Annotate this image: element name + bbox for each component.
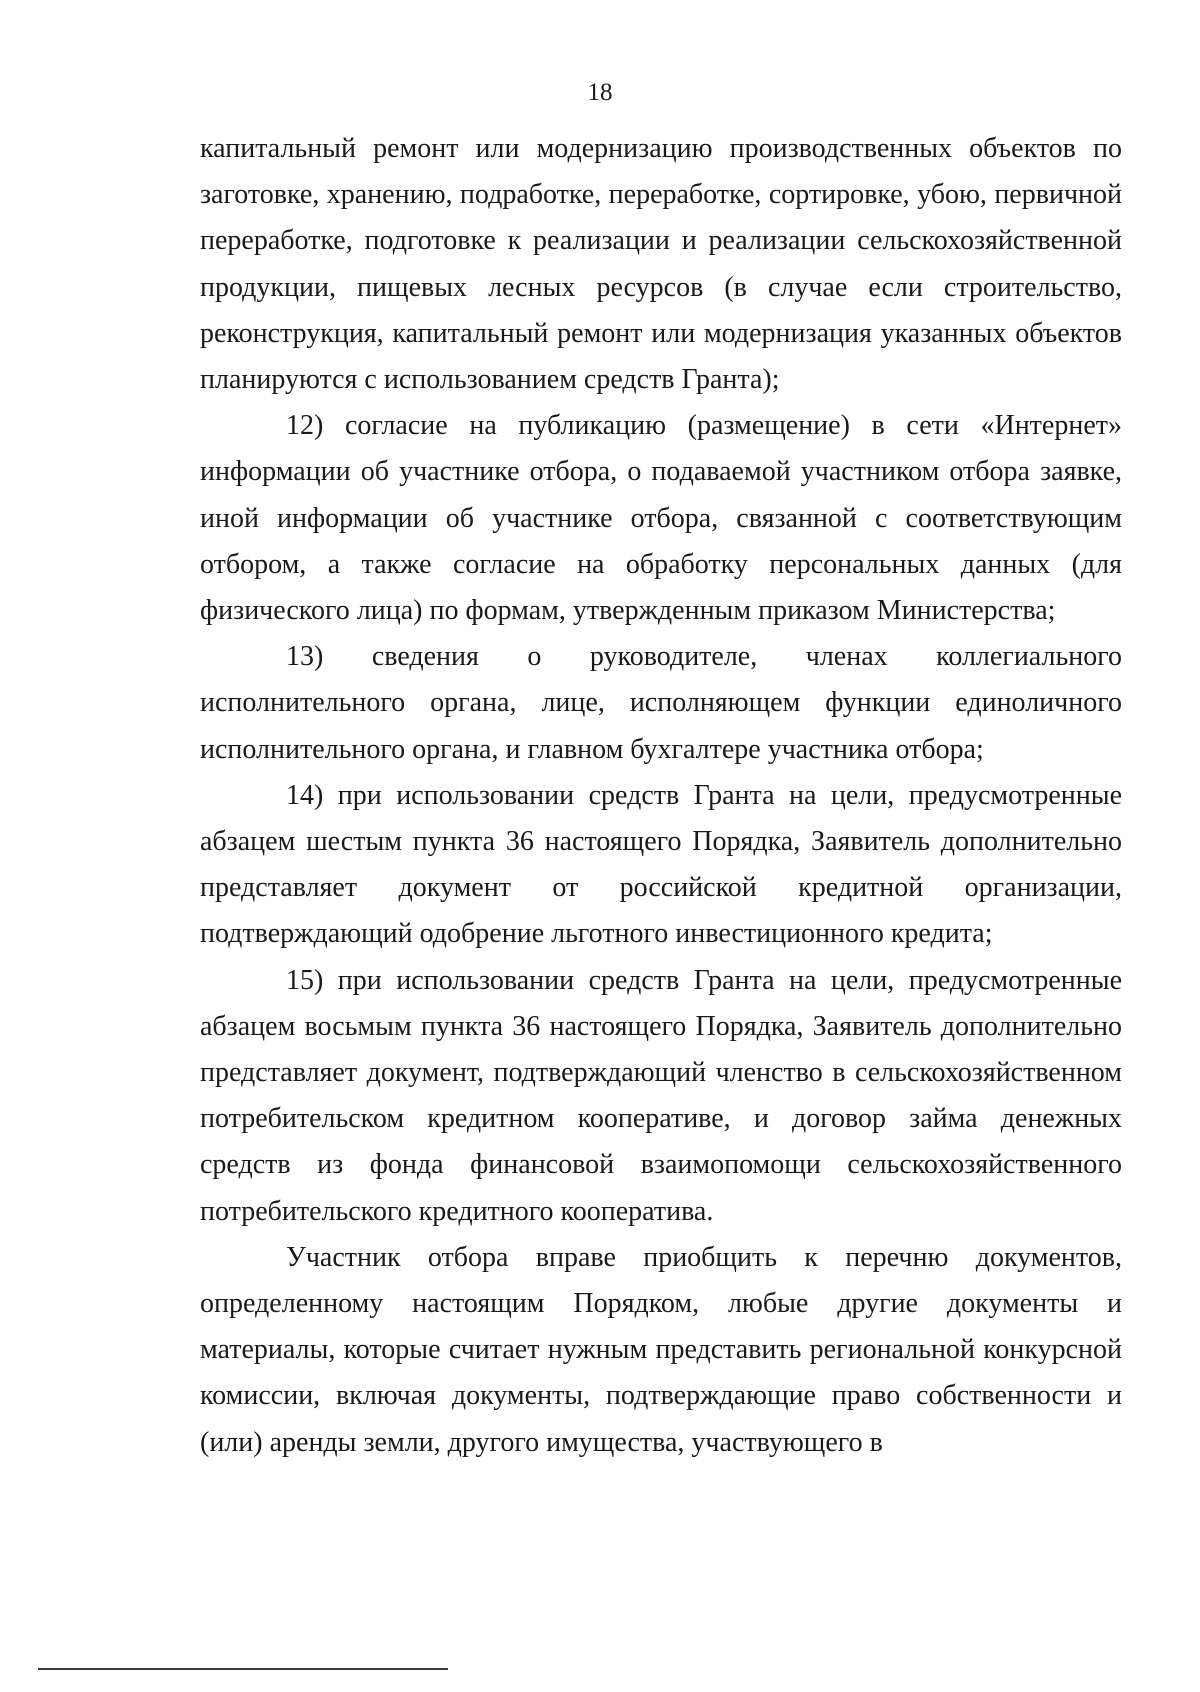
document-body: [200, 126, 1122, 1466]
paragraph-participant-rights: Участник отбора вправе приобщить к перечню документов, определенному настоящим Порядком, любые другие документы и материалы, которые считает нужным представить региональной конкурсной комиссии, включая документы, подтверждающие право собственности и (или) аренды земли, другого имущества, участвующего в: [200, 1241, 1122, 1458]
paragraph-item-12: 12) согласие на публикацию (размещение) в сети «Интернет» информации об участнике отбора, о подаваемой участником отбора заявке, иной информации об участнике отбора, связанной с соответствующим отбором, а также согласие на обработку персональных данных (для физического лица) по формам, утвержденным приказом Министерства;: [200, 410, 1122, 627]
paragraph-item-14: 14) при использовании средств Гранта на цели, предусмотренные абзацем шестым пункта 36 настоящего Порядка, Заявитель дополнительно представляет документ от российской кредитной организации, подтверждающий одобрение льготного инвестиционного кредита;: [200, 779, 1122, 950]
paragraph-item-15: 15) при использовании средств Гранта на цели, предусмотренные абзацем восьмым пункта 36 настоящего Порядка, Заявитель дополнительно представляет документ, подтверждающий членство в сельскохозяйственном потребительском кредитном кооперативе, и договор займа денежных средств из фонда финансовой взаимопомощи сельскохозяйственного потребительского кредитного кооператива.: [200, 964, 1122, 1227]
page-number: 18: [587, 79, 613, 106]
footer-divider: [38, 1668, 448, 1670]
paragraph-item-13: 13) сведения о руководителе, членах коллегиального исполнительного органа, лице, исполняющем функции единоличного исполнительного органа, и главном бухгалтере участника отбора;: [200, 641, 1122, 765]
paragraph-continuation: капитальный ремонт или модернизацию производственных объектов по заготовке, хранению, подработке, переработке, сортировке, убою, первичной переработке, подготовке к реализации и реализации сельскохозяйственной продукции, пищевых лесных ресурсов (в случае если строительство, реконструкция, капитальный ремонт или модернизация указанных объектов планируются с использованием средств Гранта);: [200, 133, 1122, 396]
